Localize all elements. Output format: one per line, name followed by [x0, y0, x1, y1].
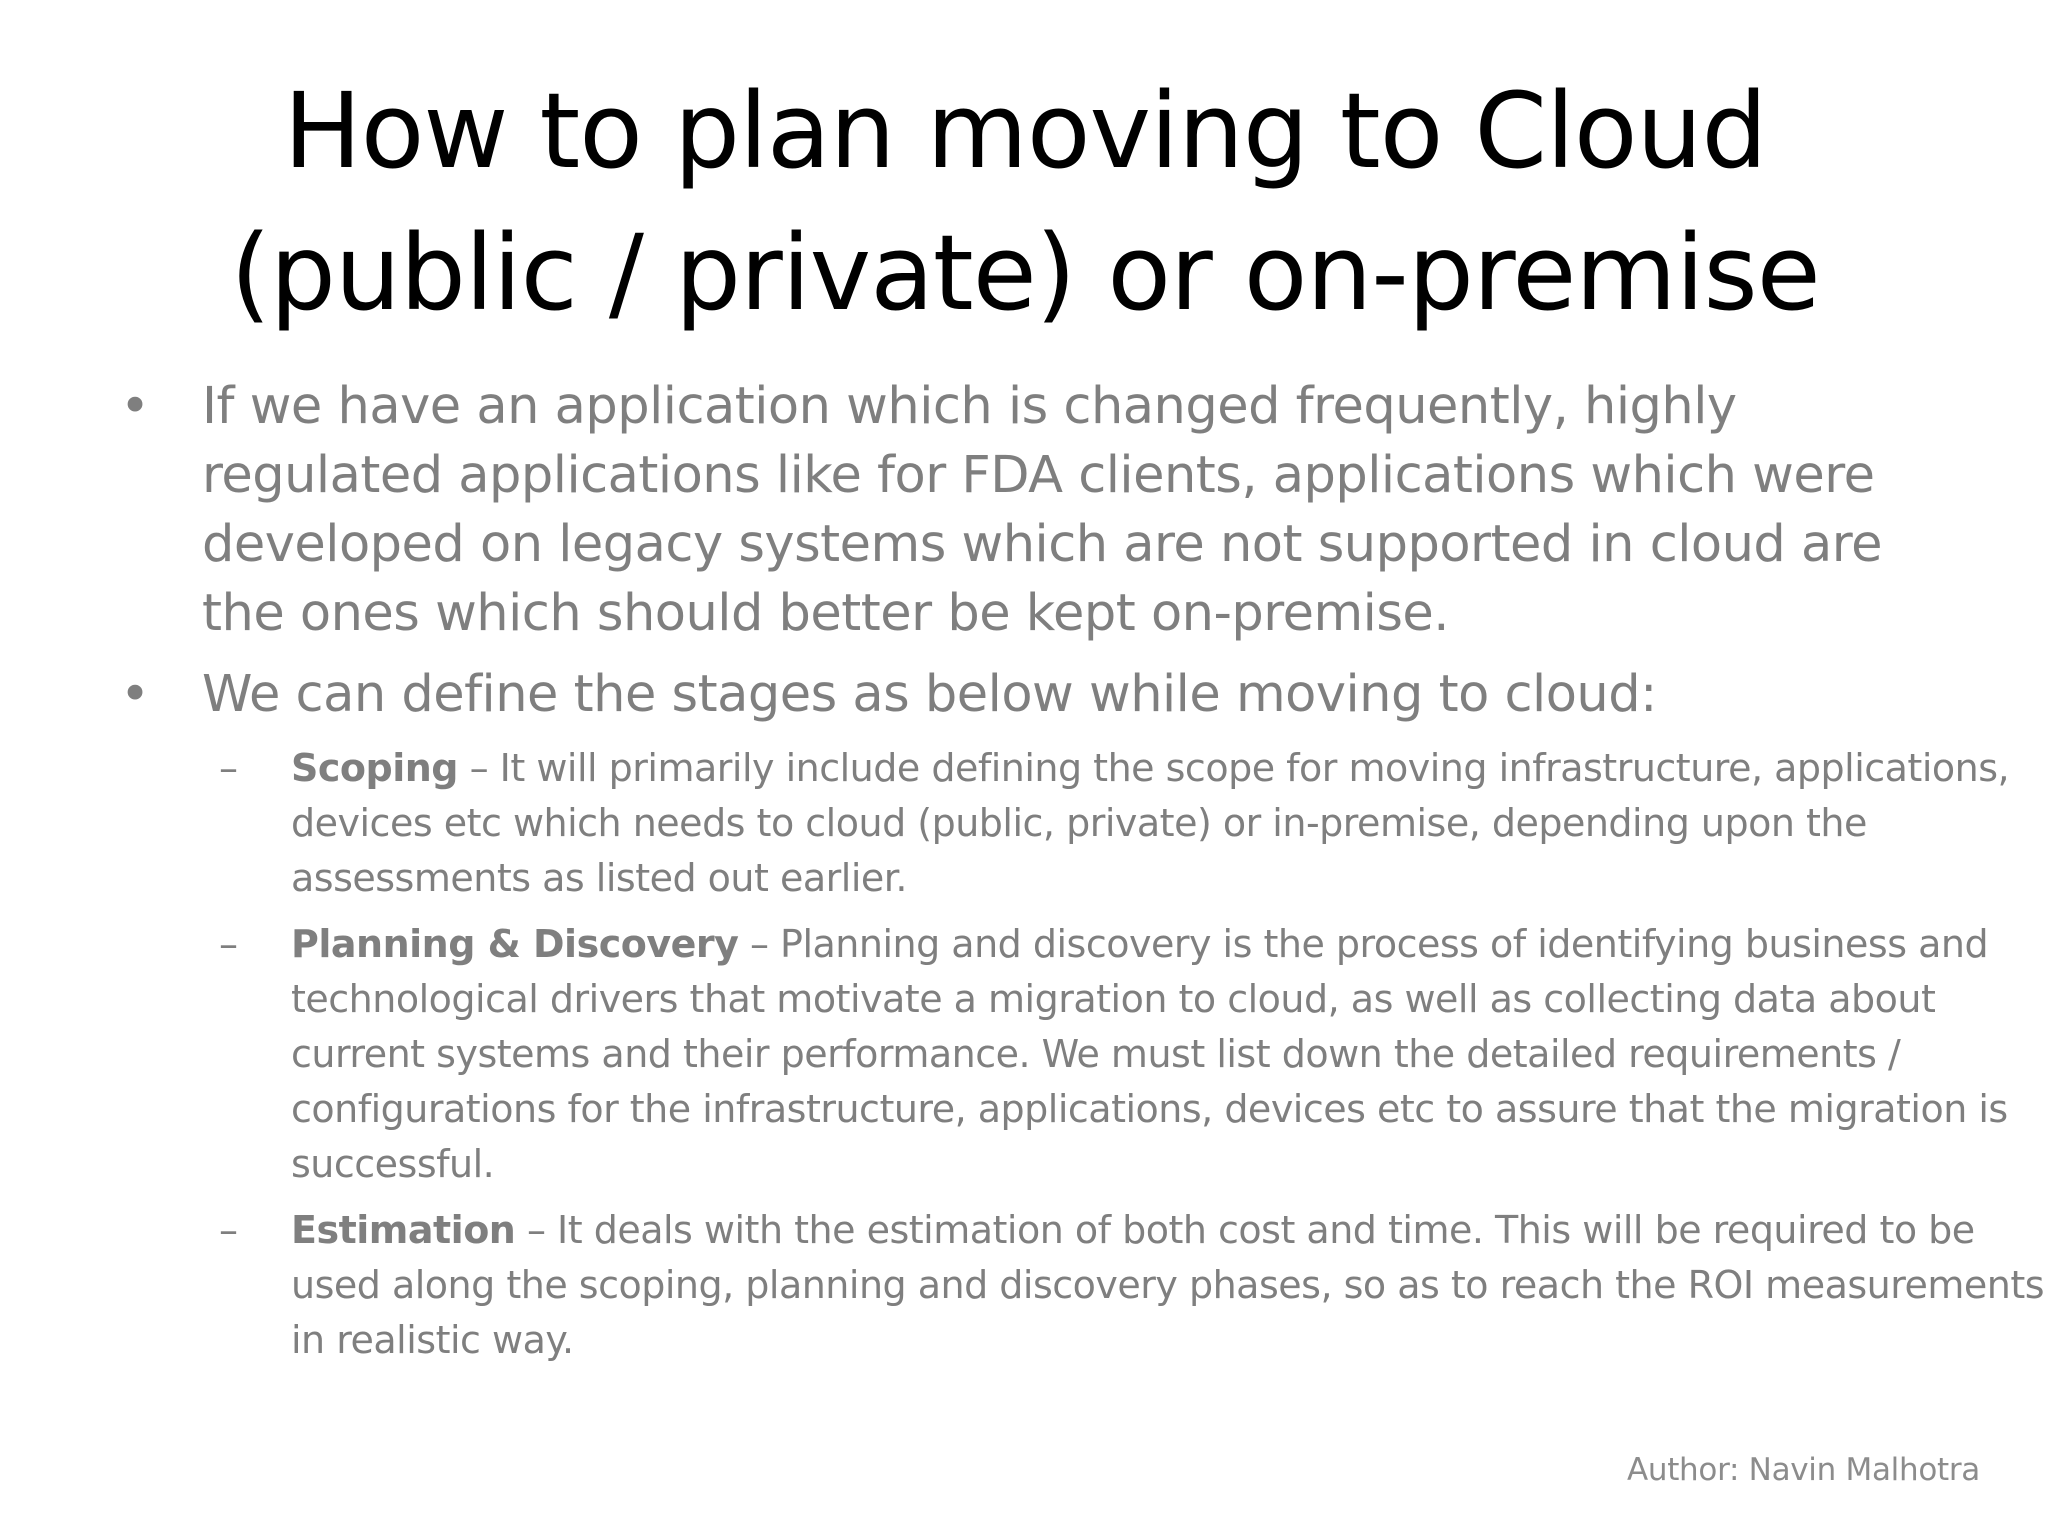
bullet-marker: •: [120, 665, 150, 724]
stage-marker: –: [219, 746, 238, 790]
slide-title: How to plan moving to Cloud (public / private) or on-premise: [230, 70, 1820, 334]
stage-term: Planning & Discovery: [291, 922, 739, 966]
bullet-marker: •: [120, 377, 150, 436]
stage-marker: –: [219, 922, 238, 966]
stage-text: – It will primarily include defining the scope for moving infrastructure, applications, devices etc which needs to cloud (public, private) or in-premise, depending upon the assessments as listed out earlier.: [291, 746, 2010, 900]
bullet-text: We can define the stages as below while moving to cloud:: [202, 665, 1657, 724]
bullet-item: [120, 660, 1950, 729]
stage-item-estimation: [219, 1203, 2048, 1368]
stage-term: Estimation: [291, 1208, 516, 1252]
stage-marker: –: [219, 1208, 238, 1252]
stage-item-planning: [219, 917, 2048, 1192]
stage-item-scoping: [219, 741, 2048, 906]
stage-text: – Planning and discovery is the process of identifying business and technological drivers that motivate a migration to cloud, as well as collecting data about current systems and their performance. We must list down the detailed requirements / configurations for the infrastructure, applications, devices etc to assure that the migration is successful.: [291, 922, 2008, 1186]
stage-term: Scoping: [291, 746, 458, 790]
author-credit: Author: Navin Malhotra: [1626, 1452, 1980, 1488]
slide-body: [120, 372, 2045, 1379]
bullet-text: If we have an application which is changed frequently, highly regulated applications like for FDA clients, applications which were developed on legacy systems which are not supported in cloud are the ones which should better be kept on-premise.: [202, 377, 1882, 643]
bullet-item: [120, 372, 1950, 648]
stage-text: – It deals with the estimation of both cost and time. This will be required to be used along the scoping, planning and discovery phases, so as to reach the ROI measurements in realistic way.: [291, 1208, 2045, 1362]
